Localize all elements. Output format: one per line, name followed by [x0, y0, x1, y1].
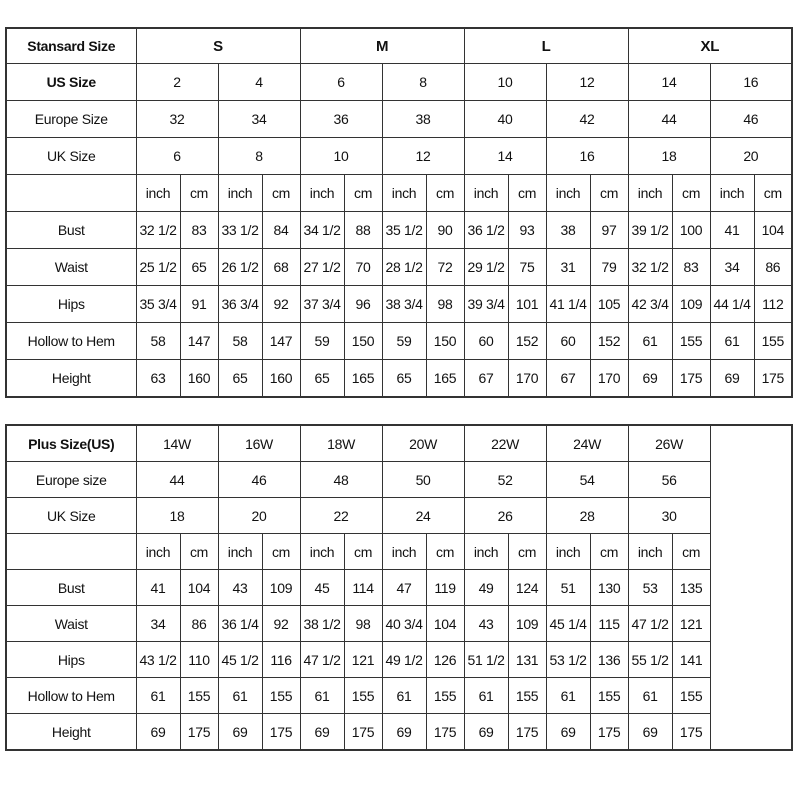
us-size-row — [6, 64, 792, 101]
measurement-value: 27 1/2 — [300, 249, 344, 286]
measurement-value: 53 1/2 — [546, 642, 590, 678]
measurement-value: 45 1/4 — [546, 606, 590, 642]
measurement-value: 84 — [262, 212, 300, 249]
measurement-value: 155 — [426, 678, 464, 714]
measurement-value: 41 — [710, 212, 754, 249]
measurement-value: 61 — [300, 678, 344, 714]
measurement-value: 39 3/4 — [464, 286, 508, 323]
plus-measurement-row-hips — [6, 642, 792, 678]
uk-size-value: 6 — [136, 138, 218, 175]
size-group-row — [6, 28, 792, 64]
us-size-value: 16 — [710, 64, 792, 101]
plus-us-size-value: 16W — [218, 425, 300, 462]
measurement-label: Waist — [6, 249, 136, 286]
measurement-value: 175 — [180, 714, 218, 751]
us-size-value: 4 — [218, 64, 300, 101]
plus-us-size-value: 20W — [382, 425, 464, 462]
measurement-value: 175 — [508, 714, 546, 751]
plus-us-size-value: 22W — [464, 425, 546, 462]
measurement-value: 110 — [180, 642, 218, 678]
measurement-value: 160 — [180, 360, 218, 398]
us-size-value: 6 — [300, 64, 382, 101]
measurement-value: 47 — [382, 570, 426, 606]
measurement-value: 65 — [382, 360, 426, 398]
measurement-value: 124 — [508, 570, 546, 606]
unit-inch: inch — [218, 534, 262, 570]
unit-row-blank — [6, 175, 136, 212]
unit-inch: inch — [546, 175, 590, 212]
plus-uk-size-value: 26 — [464, 498, 546, 534]
measurement-value: 36 1/4 — [218, 606, 262, 642]
plus-europe-size-label: Europe size — [6, 462, 136, 498]
measurement-label: Hips — [6, 642, 136, 678]
measurement-label: Height — [6, 714, 136, 751]
measurement-value: 155 — [754, 323, 792, 360]
europe-size-label: Europe Size — [6, 101, 136, 138]
size-group-l: L — [464, 28, 628, 64]
measurement-value: 96 — [344, 286, 382, 323]
measurement-value: 147 — [262, 323, 300, 360]
measurement-value: 79 — [590, 249, 628, 286]
plus-us-size-value: 24W — [546, 425, 628, 462]
measurement-value: 150 — [426, 323, 464, 360]
size-group-xl: XL — [628, 28, 792, 64]
measurement-value: 51 — [546, 570, 590, 606]
measurement-value: 43 1/2 — [136, 642, 180, 678]
uk-size-row — [6, 138, 792, 175]
measurement-value: 165 — [426, 360, 464, 398]
measurement-value: 43 — [218, 570, 262, 606]
plus-us-size-value: 14W — [136, 425, 218, 462]
size-group-s: S — [136, 28, 300, 64]
measurement-value: 36 3/4 — [218, 286, 262, 323]
measurement-value: 141 — [672, 642, 710, 678]
measurement-value: 37 3/4 — [300, 286, 344, 323]
measurement-value: 155 — [180, 678, 218, 714]
measurement-value: 83 — [672, 249, 710, 286]
us-size-value: 14 — [628, 64, 710, 101]
measurement-value: 92 — [262, 606, 300, 642]
measurement-value: 105 — [590, 286, 628, 323]
measurement-value: 93 — [508, 212, 546, 249]
measurement-value: 59 — [300, 323, 344, 360]
us-size-label: US Size — [6, 64, 136, 101]
unit-cm: cm — [754, 175, 792, 212]
unit-cm: cm — [508, 175, 546, 212]
measurement-value: 69 — [546, 714, 590, 751]
plus-blank — [710, 714, 792, 751]
plus-europe-size-value: 54 — [546, 462, 628, 498]
measurement-value: 175 — [672, 714, 710, 751]
measurement-value: 26 1/2 — [218, 249, 262, 286]
measurement-value: 69 — [628, 714, 672, 751]
plus-uk-size-row — [6, 498, 792, 534]
measurement-value: 72 — [426, 249, 464, 286]
measurement-value: 47 1/2 — [628, 606, 672, 642]
plus-size-table — [5, 424, 793, 751]
measurement-value: 61 — [710, 323, 754, 360]
plus-blank — [710, 606, 792, 642]
unit-row — [6, 175, 792, 212]
measurement-value: 61 — [628, 678, 672, 714]
measurement-value: 69 — [136, 714, 180, 751]
plus-unit-row-blank — [6, 534, 136, 570]
unit-cm: cm — [590, 534, 628, 570]
plus-europe-size-value: 44 — [136, 462, 218, 498]
measurement-value: 175 — [754, 360, 792, 398]
unit-inch: inch — [300, 534, 344, 570]
measurement-value: 38 3/4 — [382, 286, 426, 323]
measurement-value: 45 — [300, 570, 344, 606]
measurement-value: 126 — [426, 642, 464, 678]
measurement-value: 69 — [218, 714, 262, 751]
measurement-value: 47 1/2 — [300, 642, 344, 678]
measurement-value: 104 — [180, 570, 218, 606]
unit-cm: cm — [180, 534, 218, 570]
uk-size-value: 14 — [464, 138, 546, 175]
measurement-value: 86 — [754, 249, 792, 286]
measurement-value: 104 — [426, 606, 464, 642]
measurement-value: 70 — [344, 249, 382, 286]
measurement-value: 155 — [590, 678, 628, 714]
plus-uk-size-value: 24 — [382, 498, 464, 534]
measurement-value: 41 1/4 — [546, 286, 590, 323]
us-size-value: 12 — [546, 64, 628, 101]
europe-size-value: 34 — [218, 101, 300, 138]
unit-inch: inch — [382, 175, 426, 212]
measurement-value: 109 — [672, 286, 710, 323]
measurement-value: 40 3/4 — [382, 606, 426, 642]
unit-inch: inch — [464, 534, 508, 570]
unit-inch: inch — [382, 534, 426, 570]
measurement-value: 61 — [628, 323, 672, 360]
europe-size-value: 42 — [546, 101, 628, 138]
standard-size-header: Stansard Size — [6, 28, 136, 64]
plus-uk-size-label: UK Size — [6, 498, 136, 534]
measurement-value: 75 — [508, 249, 546, 286]
unit-inch: inch — [628, 175, 672, 212]
measurement-value: 135 — [672, 570, 710, 606]
measurement-value: 109 — [262, 570, 300, 606]
measurement-value: 61 — [382, 678, 426, 714]
measurement-label: Height — [6, 360, 136, 398]
plus-blank — [710, 425, 792, 462]
plus-uk-size-value: 22 — [300, 498, 382, 534]
measurement-value: 112 — [754, 286, 792, 323]
measurement-value: 65 — [180, 249, 218, 286]
measurement-value: 67 — [546, 360, 590, 398]
plus-europe-size-value: 52 — [464, 462, 546, 498]
measurement-value: 28 1/2 — [382, 249, 426, 286]
measurement-value: 32 1/2 — [628, 249, 672, 286]
measurement-value: 34 — [710, 249, 754, 286]
measurement-value: 152 — [508, 323, 546, 360]
uk-size-value: 10 — [300, 138, 382, 175]
measurement-value: 61 — [218, 678, 262, 714]
measurement-value: 175 — [590, 714, 628, 751]
plus-europe-size-value: 48 — [300, 462, 382, 498]
measurement-label: Waist — [6, 606, 136, 642]
measurement-value: 100 — [672, 212, 710, 249]
measurement-value: 36 1/2 — [464, 212, 508, 249]
plus-uk-size-value: 20 — [218, 498, 300, 534]
measurement-value: 68 — [262, 249, 300, 286]
measurement-value: 25 1/2 — [136, 249, 180, 286]
unit-cm: cm — [426, 175, 464, 212]
unit-cm: cm — [672, 175, 710, 212]
plus-europe-size-value: 56 — [628, 462, 710, 498]
measurement-value: 175 — [262, 714, 300, 751]
europe-size-value: 32 — [136, 101, 218, 138]
measurement-label: Bust — [6, 212, 136, 249]
measurement-value: 155 — [672, 323, 710, 360]
plus-blank — [710, 642, 792, 678]
measurement-value: 49 — [464, 570, 508, 606]
plus-blank — [710, 462, 792, 498]
measurement-value: 92 — [262, 286, 300, 323]
plus-measurement-row-waist — [6, 606, 792, 642]
measurement-value: 83 — [180, 212, 218, 249]
plus-blank — [710, 678, 792, 714]
measurement-value: 155 — [672, 678, 710, 714]
unit-inch: inch — [710, 175, 754, 212]
uk-size-value: 12 — [382, 138, 464, 175]
plus-us-size-value: 26W — [628, 425, 710, 462]
measurement-value: 35 1/2 — [382, 212, 426, 249]
measurement-label: Hollow to Hem — [6, 678, 136, 714]
measurement-value: 131 — [508, 642, 546, 678]
measurement-value: 170 — [508, 360, 546, 398]
measurement-value: 121 — [672, 606, 710, 642]
measurement-value: 31 — [546, 249, 590, 286]
plus-blank — [710, 534, 792, 570]
us-size-value: 10 — [464, 64, 546, 101]
measurement-value: 86 — [180, 606, 218, 642]
measurement-value: 34 — [136, 606, 180, 642]
unit-cm: cm — [426, 534, 464, 570]
measurement-value: 104 — [754, 212, 792, 249]
measurement-value: 119 — [426, 570, 464, 606]
europe-size-value: 44 — [628, 101, 710, 138]
measurement-value: 98 — [344, 606, 382, 642]
measurement-value: 136 — [590, 642, 628, 678]
measurement-value: 44 1/4 — [710, 286, 754, 323]
measurement-value: 49 1/2 — [382, 642, 426, 678]
unit-inch: inch — [546, 534, 590, 570]
measurement-value: 33 1/2 — [218, 212, 262, 249]
measurement-value: 55 1/2 — [628, 642, 672, 678]
plus-us-size-value: 18W — [300, 425, 382, 462]
plus-size-header: Plus Size(US) — [6, 425, 136, 462]
plus-measurement-row-bust — [6, 570, 792, 606]
plus-uk-size-value: 28 — [546, 498, 628, 534]
measurement-value: 175 — [344, 714, 382, 751]
unit-cm: cm — [508, 534, 546, 570]
plus-blank — [710, 570, 792, 606]
uk-size-value: 20 — [710, 138, 792, 175]
measurement-value: 165 — [344, 360, 382, 398]
measurement-value: 69 — [464, 714, 508, 751]
unit-cm: cm — [180, 175, 218, 212]
measurement-value: 38 1/2 — [300, 606, 344, 642]
plus-measurement-row-height — [6, 714, 792, 751]
measurement-label: Bust — [6, 570, 136, 606]
measurement-label: Hollow to Hem — [6, 323, 136, 360]
measurement-value: 109 — [508, 606, 546, 642]
measurement-value: 58 — [136, 323, 180, 360]
plus-measurement-row-hollow-to-hem — [6, 678, 792, 714]
measurement-row-bust — [6, 212, 792, 249]
measurement-value: 170 — [590, 360, 628, 398]
measurement-value: 101 — [508, 286, 546, 323]
uk-size-value: 8 — [218, 138, 300, 175]
europe-size-value: 40 — [464, 101, 546, 138]
measurement-value: 39 1/2 — [628, 212, 672, 249]
plus-europe-size-row — [6, 462, 792, 498]
measurement-value: 67 — [464, 360, 508, 398]
uk-size-value: 18 — [628, 138, 710, 175]
measurement-value: 65 — [300, 360, 344, 398]
unit-inch: inch — [136, 534, 180, 570]
us-size-value: 8 — [382, 64, 464, 101]
uk-size-label: UK Size — [6, 138, 136, 175]
measurement-value: 116 — [262, 642, 300, 678]
plus-uk-size-value: 18 — [136, 498, 218, 534]
plus-us-size-row — [6, 425, 792, 462]
measurement-value: 90 — [426, 212, 464, 249]
plus-europe-size-value: 46 — [218, 462, 300, 498]
measurement-value: 130 — [590, 570, 628, 606]
measurement-value: 155 — [344, 678, 382, 714]
measurement-value: 160 — [262, 360, 300, 398]
measurement-value: 175 — [426, 714, 464, 751]
measurement-row-height — [6, 360, 792, 398]
unit-inch: inch — [136, 175, 180, 212]
measurement-label: Hips — [6, 286, 136, 323]
measurement-value: 155 — [262, 678, 300, 714]
measurement-value: 45 1/2 — [218, 642, 262, 678]
measurement-value: 69 — [382, 714, 426, 751]
measurement-value: 155 — [508, 678, 546, 714]
measurement-value: 34 1/2 — [300, 212, 344, 249]
measurement-value: 58 — [218, 323, 262, 360]
measurement-value: 98 — [426, 286, 464, 323]
measurement-value: 41 — [136, 570, 180, 606]
measurement-row-waist — [6, 249, 792, 286]
measurement-value: 35 3/4 — [136, 286, 180, 323]
unit-cm: cm — [590, 175, 628, 212]
measurement-value: 38 — [546, 212, 590, 249]
unit-cm: cm — [262, 534, 300, 570]
unit-inch: inch — [464, 175, 508, 212]
europe-size-value: 38 — [382, 101, 464, 138]
measurement-value: 59 — [382, 323, 426, 360]
measurement-value: 61 — [464, 678, 508, 714]
measurement-value: 147 — [180, 323, 218, 360]
unit-cm: cm — [344, 175, 382, 212]
plus-uk-size-value: 30 — [628, 498, 710, 534]
measurement-value: 53 — [628, 570, 672, 606]
measurement-row-hollow-to-hem — [6, 323, 792, 360]
measurement-row-hips — [6, 286, 792, 323]
measurement-value: 97 — [590, 212, 628, 249]
measurement-value: 61 — [546, 678, 590, 714]
unit-inch: inch — [628, 534, 672, 570]
measurement-value: 69 — [300, 714, 344, 751]
measurement-value: 29 1/2 — [464, 249, 508, 286]
measurement-value: 43 — [464, 606, 508, 642]
measurement-value: 91 — [180, 286, 218, 323]
measurement-value: 69 — [628, 360, 672, 398]
measurement-value: 175 — [672, 360, 710, 398]
uk-size-value: 16 — [546, 138, 628, 175]
measurement-value: 69 — [710, 360, 754, 398]
europe-size-value: 36 — [300, 101, 382, 138]
measurement-value: 114 — [344, 570, 382, 606]
europe-size-value: 46 — [710, 101, 792, 138]
measurement-value: 51 1/2 — [464, 642, 508, 678]
plus-unit-row — [6, 534, 792, 570]
plus-europe-size-value: 50 — [382, 462, 464, 498]
measurement-value: 32 1/2 — [136, 212, 180, 249]
us-size-value: 2 — [136, 64, 218, 101]
unit-cm: cm — [672, 534, 710, 570]
europe-size-row — [6, 101, 792, 138]
unit-inch: inch — [300, 175, 344, 212]
size-group-m: M — [300, 28, 464, 64]
measurement-value: 42 3/4 — [628, 286, 672, 323]
measurement-value: 60 — [464, 323, 508, 360]
standard-size-table — [5, 27, 793, 398]
measurement-value: 60 — [546, 323, 590, 360]
measurement-value: 88 — [344, 212, 382, 249]
measurement-value: 65 — [218, 360, 262, 398]
unit-cm: cm — [262, 175, 300, 212]
measurement-value: 152 — [590, 323, 628, 360]
measurement-value: 61 — [136, 678, 180, 714]
measurement-value: 150 — [344, 323, 382, 360]
unit-inch: inch — [218, 175, 262, 212]
measurement-value: 121 — [344, 642, 382, 678]
plus-blank — [710, 498, 792, 534]
measurement-value: 63 — [136, 360, 180, 398]
unit-cm: cm — [344, 534, 382, 570]
measurement-value: 115 — [590, 606, 628, 642]
